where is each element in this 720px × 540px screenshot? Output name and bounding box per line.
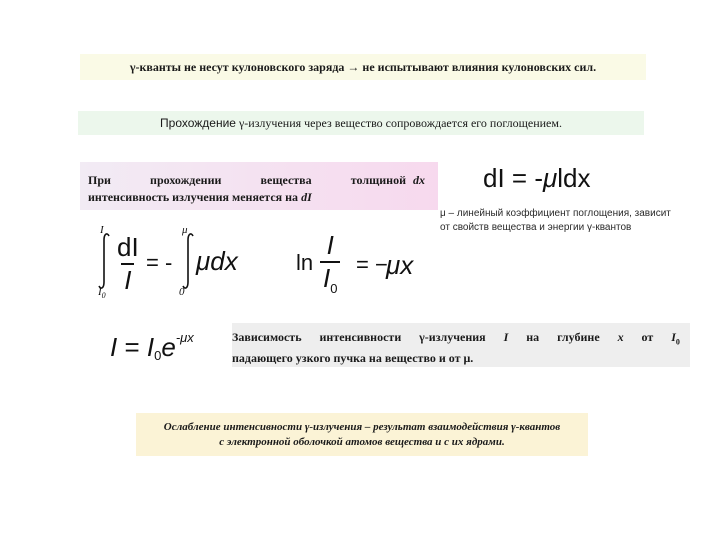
formula-log xyxy=(296,228,416,298)
statement-text: γ-кванты не несут кулоновского заряда → не испытывают влияния кулоновских сил. xyxy=(129,60,597,74)
formula-exponential: $I = I_0e^{-\mu x}$ xyxy=(110,330,194,364)
equals-minus: = - xyxy=(146,250,173,275)
integrand: μdx xyxy=(196,246,238,276)
variable-dI: dI xyxy=(301,190,312,204)
fraction-I-over-I0: $\frac{I}{I_0}$ xyxy=(320,230,340,296)
statement-prefix: Прохождение xyxy=(160,116,236,130)
word: вещества xyxy=(260,173,312,187)
statement-thickness xyxy=(80,162,438,210)
mu-definition-note: μ – линейный коэффициент поглощения, зависит от свойств вещества и энергии γ-квантов xyxy=(440,208,671,233)
integral-upper-limit: μ xyxy=(182,224,188,236)
word: толщиной xyxy=(350,173,406,187)
integral-lower-limit: $I_0$ xyxy=(98,286,106,301)
statement-line-2: интенсивность излучения меняется на dI xyxy=(88,190,312,204)
statement-line-1: Зависимость интенсивности γ-излучения I на глубине x от $I_0$ xyxy=(232,330,680,347)
variable-dx: dx xyxy=(413,173,425,187)
word: При xyxy=(88,173,111,187)
word: прохождении xyxy=(150,173,222,187)
integral-sign xyxy=(96,232,112,290)
formula-differential: dI = -μldx xyxy=(483,163,591,193)
statement-no-coulomb-charge xyxy=(80,54,646,80)
ln-operator: ln xyxy=(296,250,314,275)
mu-x: μx xyxy=(386,250,414,280)
statement-intensity-depth xyxy=(232,323,690,367)
integral-sign xyxy=(180,232,196,290)
fraction-dI-over-I: $\frac{dI}{I}$ xyxy=(117,232,139,295)
statement-line-1 xyxy=(88,172,406,189)
statement-text: γ-излучения через вещество сопровождается его поглощением. xyxy=(235,116,562,130)
statement-absorption xyxy=(78,111,644,135)
formula-integral xyxy=(92,224,242,302)
statement-line-2: падающего узкого пучка на вещество и от μ. xyxy=(232,351,474,366)
equals-minus: = − xyxy=(356,252,388,277)
integral-upper-limit: I xyxy=(100,224,104,236)
integral-lower-limit: 0 xyxy=(179,286,185,298)
statement-attenuation: Ослабление интенсивности γ-излучения – результат взаимодействия γ-квантов с электронной оболочкой атомов вещества и с их ядрами. xyxy=(136,413,588,456)
